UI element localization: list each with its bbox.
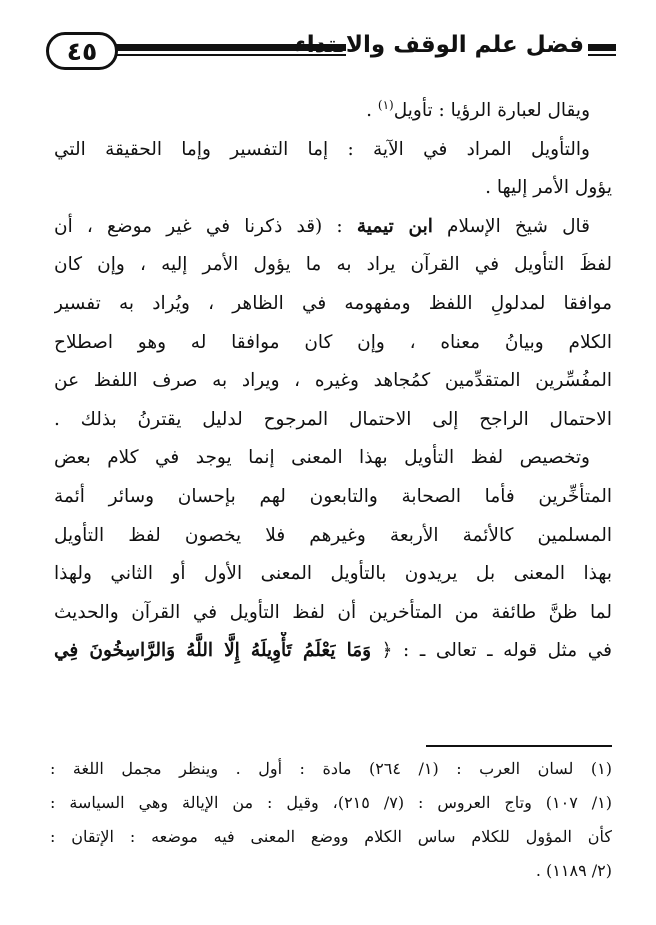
text-line: الكلام وبيانُ معناه ، وإن كان موافقا له وهو اصطلاح <box>54 331 612 353</box>
text-line: بهذا المعنى بل يريدون بالتأويل المعنى الأول أو الثاني ولهذا <box>54 563 612 585</box>
chapter-title: فضل علم الوقف والابتداء <box>294 32 584 58</box>
text-line: المسلمين كالأئمة الأربعة وغيرهم فلا يخصون لفظ التأويل <box>54 524 612 546</box>
text-line: لما ظنَّ طائفة من المتأخرين أن لفظ التأويل في القرآن والحديث <box>54 601 612 623</box>
text-line: والتأويل المراد في الآية : إما التفسير وإما الحقيقة التي <box>54 138 590 160</box>
footnote-line: كأن المؤول للكلام ساس الكلام ووضع المعنى فيه موضعه : الإتقان : <box>50 827 612 846</box>
text-line: الاحتمال الراجح إلى الاحتمال المرجوح لدليل يقترنُ بذلك . <box>54 408 612 430</box>
footnote-separator <box>426 745 612 747</box>
text-line: لفظَ التأويل في القرآن يراد به ما يؤول الأمر إليه ، وإن كان <box>54 254 612 276</box>
text-line: ويقال لعبارة الرؤيا : تأويل$^{(١)}$ . <box>366 97 590 121</box>
quran-verse: وَمَا يَعْلَمُ تَأْوِيلَهُ إِلَّا اللَّهُ وَالرَّاسِخُونَ فِي <box>54 640 372 662</box>
main-text <box>54 92 612 671</box>
page-number: ٤٥ <box>66 36 98 66</box>
text-line: المفُسِّرين المتقدِّمين كمُجاهد وغيره ، ويراد به صرف اللفظ عن <box>54 370 612 392</box>
footnotes <box>50 752 612 888</box>
footnote-line: (١/ ١٠٧) وتاج العروس : (٧/ ٢١٥)، وقيل : من الإيالة وهي السياسة : <box>50 793 612 812</box>
footnote-line: (٢/ ١١٨٩) . <box>535 861 612 880</box>
text-line: المتأخِّرين فأما الصحابة والتابعون لهم بإحسان وسائر أئمة <box>54 485 612 507</box>
text-line: في مثل قوله ـ تعالى ـ : ﴿ وَمَا يَعْلَمُ تَأْوِيلَهُ إِلَّا اللَّهُ وَالرَّاسِخُونَ فِي <box>54 640 612 662</box>
page-number-badge <box>46 32 118 70</box>
text-line: يؤول الأمر إليها . <box>485 177 612 199</box>
header-rule-tail <box>588 44 616 58</box>
text-line: قال شيخ الإسلام ابن تيمية : (قد ذكرنا في غير موضع ، أن <box>54 215 590 237</box>
footnote-marker: (١) <box>377 97 394 112</box>
footnote-line: (١) لسان العرب : (١/ ٢٦٤) مادة : أول . وينظر مجمل اللغة : <box>50 759 612 778</box>
running-header <box>46 30 616 74</box>
text-line: موافقا لمدلولِ اللفظ ومفهومه في الظاهر ، ويُراد به تفسير <box>54 292 612 314</box>
text-line: وتخصيص لفظ التأويل بهذا المعنى إنما يوجد في كلام بعض <box>54 447 590 469</box>
author-name: ابن تيمية <box>356 215 433 237</box>
